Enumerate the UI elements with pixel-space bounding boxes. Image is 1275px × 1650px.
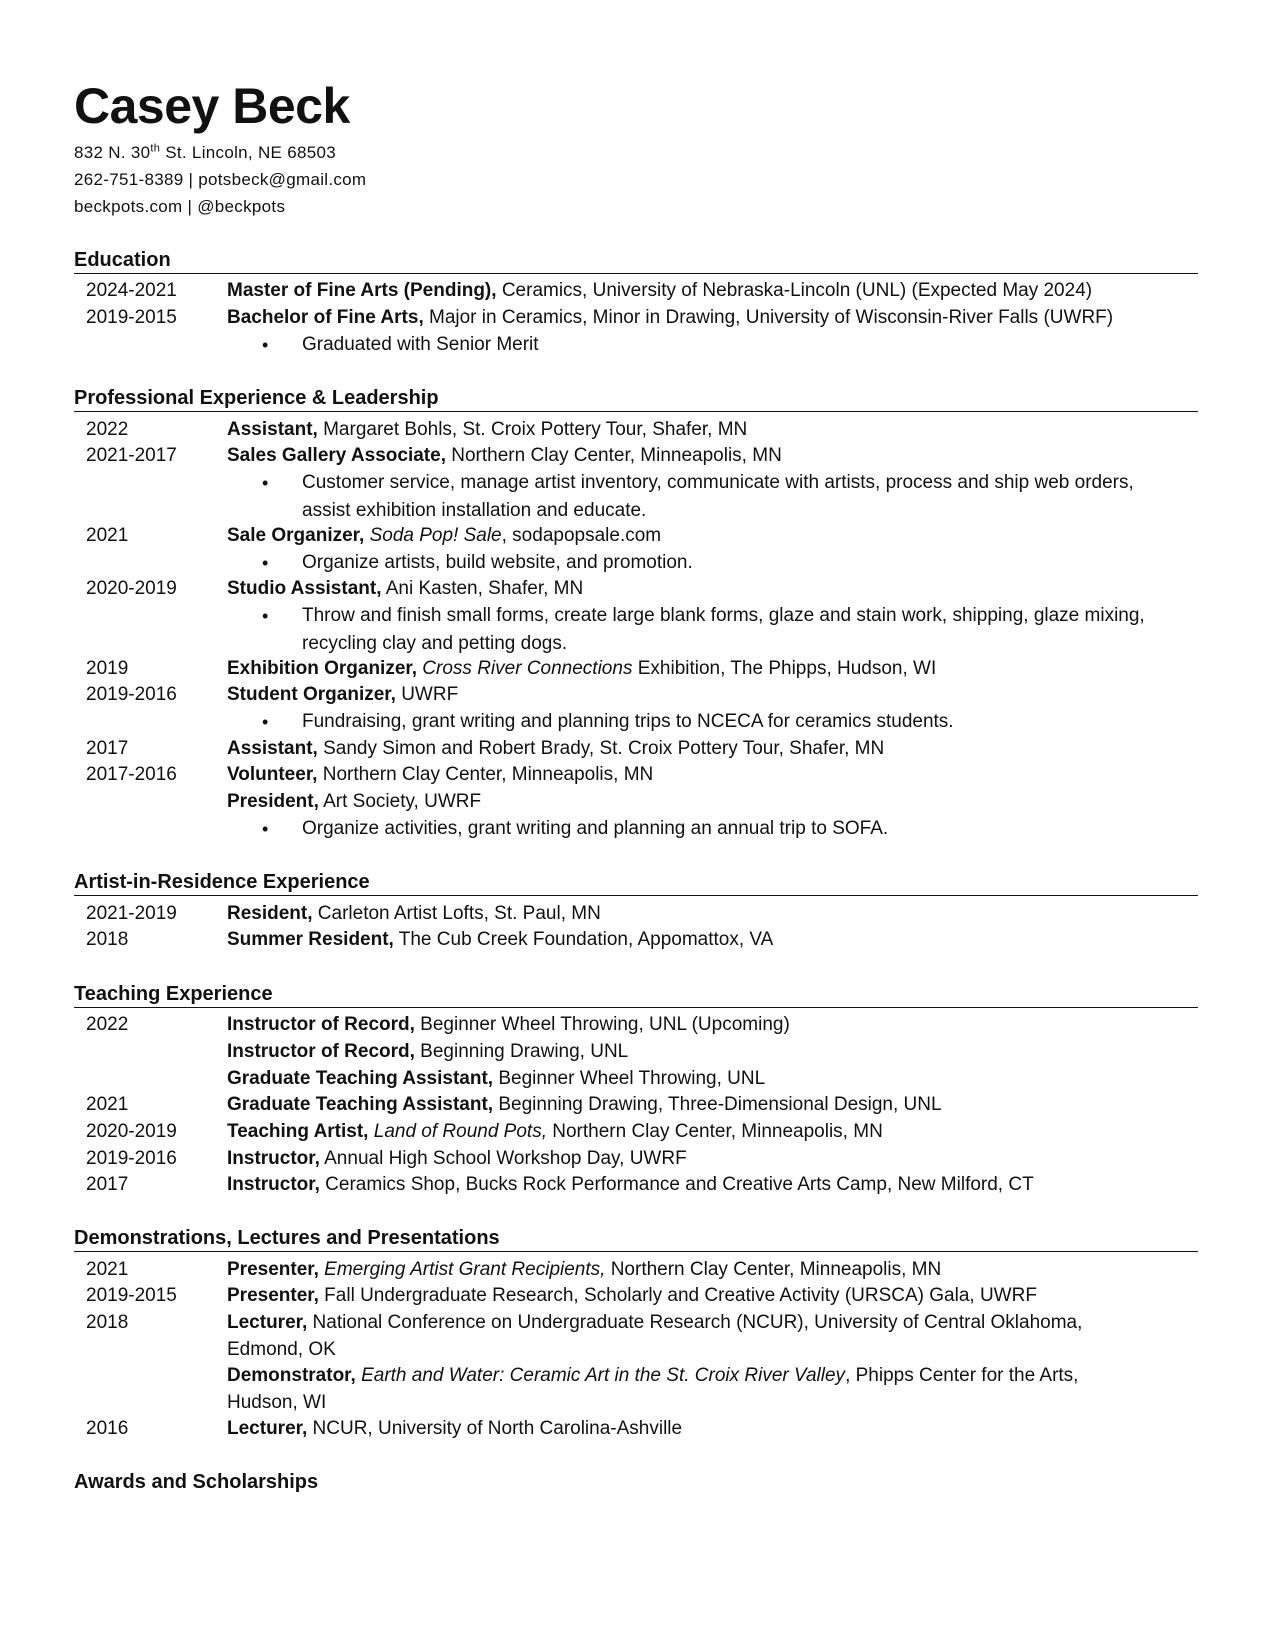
entry-detail: National Conference on Undergraduate Research (NCUR), University of Central Oklahoma,: [307, 1312, 1083, 1333]
entry-role: Demonstrator,: [227, 1365, 356, 1386]
entry-detail: Margaret Bohls, St. Croix Pottery Tour, Shafer, MN: [317, 419, 748, 440]
address-text: 832 N. 30: [74, 143, 151, 162]
pro-entry-7: [227, 736, 884, 762]
res-year-1: 2021-2019: [86, 903, 177, 924]
entry-detail: , sodapopsale.com: [501, 525, 662, 546]
entry-detail: Ceramics, University of Nebraska-Lincoln (UNL) (Expected May 2024): [496, 280, 1093, 301]
entry-italic: Earth and Water: Ceramic Art in the St. Croix River Valley: [355, 1365, 846, 1386]
entry-detail: Northern Clay Center, Minneapolis, MN: [445, 445, 782, 466]
teach-year-4: 2021: [86, 1094, 129, 1115]
demo-entry-3-cont: Edmond, OK: [227, 1339, 336, 1360]
entry-role: Graduate Teaching Assistant,: [227, 1068, 494, 1089]
demo-year-5: 2016: [86, 1418, 129, 1439]
entry-italic: Cross River Connections: [417, 658, 633, 679]
entry-italic: Soda Pop! Sale: [364, 525, 502, 546]
bullet-icon: •: [262, 473, 269, 493]
candidate-name: Casey Beck: [74, 78, 350, 134]
entry-detail: NCUR, University of North Carolina-Ashville: [307, 1418, 683, 1439]
res-entry-1: [227, 901, 601, 927]
demo-entry-5: [227, 1416, 682, 1442]
pro-year-2: 2021-2017: [86, 445, 177, 466]
entry-detail: Northern Clay Center, Minneapolis, MN: [605, 1259, 942, 1280]
section-teaching-title: Teaching Experience: [74, 981, 1198, 1008]
education-year-1: 2024-2021: [86, 280, 177, 301]
entry-detail: Ani Kasten, Shafer, MN: [381, 578, 584, 599]
pro-entry-8: [227, 762, 653, 788]
pro-entry-5: [227, 656, 936, 682]
entry-role: Sale Organizer,: [227, 525, 365, 546]
entry-role: President,: [227, 791, 319, 812]
entry-role: Lecturer,: [227, 1418, 308, 1439]
education-bullet: Graduated with Senior Merit: [302, 334, 539, 355]
pro-entry-6: [227, 682, 458, 708]
entry-role: Instructor of Record,: [227, 1041, 415, 1062]
pro-entry-3: [227, 523, 661, 549]
entry-detail: Beginning Drawing, Three-Dimensional Design, UNL: [493, 1094, 942, 1115]
web-social-line: beckpots.com | @beckpots: [74, 197, 286, 216]
entry-detail: Beginner Wheel Throwing, UNL: [493, 1068, 766, 1089]
entry-italic: Land of Round Pots,: [368, 1121, 547, 1142]
entry-detail: Northern Clay Center, Minneapolis, MN: [546, 1121, 883, 1142]
teach-year-5: 2020-2019: [86, 1121, 177, 1142]
entry-role: Studio Assistant,: [227, 578, 382, 599]
pro-bullet-2: Customer service, manage artist inventory, communicate with artists, process and ship web orders, assist exhibition installation and educate.: [302, 472, 1134, 521]
teach-entry-7: [227, 1172, 1034, 1198]
address-ordinal: th: [150, 142, 161, 155]
phone-email-line: 262-751-8389 | potsbeck@gmail.com: [74, 170, 367, 189]
entry-detail: Annual High School Workshop Day, UWRF: [319, 1148, 687, 1169]
bullet-icon: •: [262, 819, 269, 839]
entry-detail: Art Society, UWRF: [318, 791, 482, 812]
entry-role: Master of Fine Arts (Pending),: [227, 280, 497, 301]
entry-detail: Beginning Drawing, UNL: [414, 1041, 629, 1062]
pro-year-7: 2017: [86, 738, 129, 759]
entry-detail: Exhibition, The Phipps, Hudson, WI: [632, 658, 937, 679]
pro-year-1: 2022: [86, 419, 129, 440]
address-line: [74, 142, 336, 164]
demo-year-3: 2018: [86, 1312, 129, 1333]
entry-role: Summer Resident,: [227, 929, 394, 950]
res-year-2: 2018: [86, 929, 129, 950]
entry-role: Instructor,: [227, 1148, 320, 1169]
entry-detail: Ceramics Shop, Bucks Rock Performance and Creative Arts Camp, New Milford, CT: [319, 1174, 1034, 1195]
section-professional-title: Professional Experience & Leadership: [74, 385, 1198, 412]
section-awards-title: Awards and Scholarships: [74, 1471, 319, 1493]
entry-role: Volunteer,: [227, 764, 318, 785]
teach-year-6: 2019-2016: [86, 1148, 177, 1169]
pro-entry-1: [227, 417, 747, 443]
demo-entry-2: [227, 1283, 1037, 1309]
bullet-icon: •: [262, 712, 269, 732]
entry-role: Lecturer,: [227, 1312, 308, 1333]
entry-role: Assistant,: [227, 738, 318, 759]
demo-entry-3: [227, 1310, 1082, 1336]
entry-role: Presenter,: [227, 1259, 319, 1280]
entry-role: Presenter,: [227, 1285, 319, 1306]
entry-role: Instructor,: [227, 1174, 320, 1195]
entry-detail: Fall Undergraduate Research, Scholarly and Creative Activity (URSCA) Gala, UWRF: [318, 1285, 1037, 1306]
pro-bullet-4: Throw and finish small forms, create large blank forms, glaze and stain work, shipping, glaze mixing, recycling clay and petting dogs.: [302, 605, 1145, 654]
entry-role: Assistant,: [227, 419, 318, 440]
pro-entry-4: [227, 576, 583, 602]
pro-entry-2: [227, 443, 782, 469]
entry-detail: The Cub Creek Foundation, Appomattox, VA: [393, 929, 774, 950]
entry-role: Teaching Artist,: [227, 1121, 369, 1142]
pro-year-8: 2017-2016: [86, 764, 177, 785]
section-education-title: Education: [74, 247, 1198, 274]
pro-year-3: 2021: [86, 525, 129, 546]
pro-bullet-6: Fundraising, grant writing and planning trips to NCECA for ceramics students.: [302, 711, 954, 732]
education-entry-2: [227, 305, 1113, 331]
education-year-2: 2019-2015: [86, 307, 177, 328]
pro-bullet-9: Organize activities, grant writing and planning an annual trip to SOFA.: [302, 818, 889, 839]
demo-entry-4: [227, 1363, 1078, 1389]
teach-entry-3: [227, 1066, 765, 1092]
entry-detail: , Phipps Center for the Arts,: [845, 1365, 1079, 1386]
teach-entry-2: [227, 1039, 628, 1065]
demo-year-1: 2021: [86, 1259, 129, 1280]
entry-role: Bachelor of Fine Arts,: [227, 307, 424, 328]
pro-year-4: 2020-2019: [86, 578, 177, 599]
entry-detail: Carleton Artist Lofts, St. Paul, MN: [312, 903, 601, 924]
entry-detail: Northern Clay Center, Minneapolis, MN: [317, 764, 654, 785]
entry-role: Student Organizer,: [227, 684, 396, 705]
bullet-icon: •: [262, 335, 269, 355]
pro-entry-9: [227, 789, 481, 815]
pro-bullet-3: Organize artists, build website, and promotion.: [302, 552, 693, 573]
entry-role: Instructor of Record,: [227, 1014, 415, 1035]
teach-entry-1: [227, 1012, 790, 1038]
teach-entry-4: [227, 1092, 942, 1118]
entry-detail: Beginner Wheel Throwing, UNL (Upcoming): [414, 1014, 790, 1035]
bullet-icon: •: [262, 606, 269, 626]
entry-detail: Major in Ceramics, Minor in Drawing, University of Wisconsin-River Falls (UWRF): [423, 307, 1114, 328]
pro-year-5: 2019: [86, 658, 129, 679]
education-entry-1: [227, 278, 1092, 304]
entry-detail: UWRF: [395, 684, 459, 705]
section-residence-title: Artist-in-Residence Experience: [74, 869, 1198, 896]
demo-entry-1: [227, 1257, 941, 1283]
teach-entry-5: [227, 1119, 883, 1145]
demo-year-2: 2019-2015: [86, 1285, 177, 1306]
section-demos-title: Demonstrations, Lectures and Presentations: [74, 1225, 1198, 1252]
entry-role: Exhibition Organizer,: [227, 658, 418, 679]
entry-role: Graduate Teaching Assistant,: [227, 1094, 494, 1115]
entry-italic: Emerging Artist Grant Recipients,: [318, 1259, 606, 1280]
pro-year-6: 2019-2016: [86, 684, 177, 705]
teach-year-7: 2017: [86, 1174, 129, 1195]
address-city: St. Lincoln, NE 68503: [160, 143, 336, 162]
bullet-icon: •: [262, 553, 269, 573]
res-entry-2: [227, 927, 773, 953]
entry-role: Resident,: [227, 903, 313, 924]
teach-year-1: 2022: [86, 1014, 129, 1035]
demo-entry-4-cont: Hudson, WI: [227, 1392, 327, 1413]
teach-entry-6: [227, 1146, 687, 1172]
entry-role: Sales Gallery Associate,: [227, 445, 446, 466]
entry-detail: Sandy Simon and Robert Brady, St. Croix Pottery Tour, Shafer, MN: [317, 738, 885, 759]
